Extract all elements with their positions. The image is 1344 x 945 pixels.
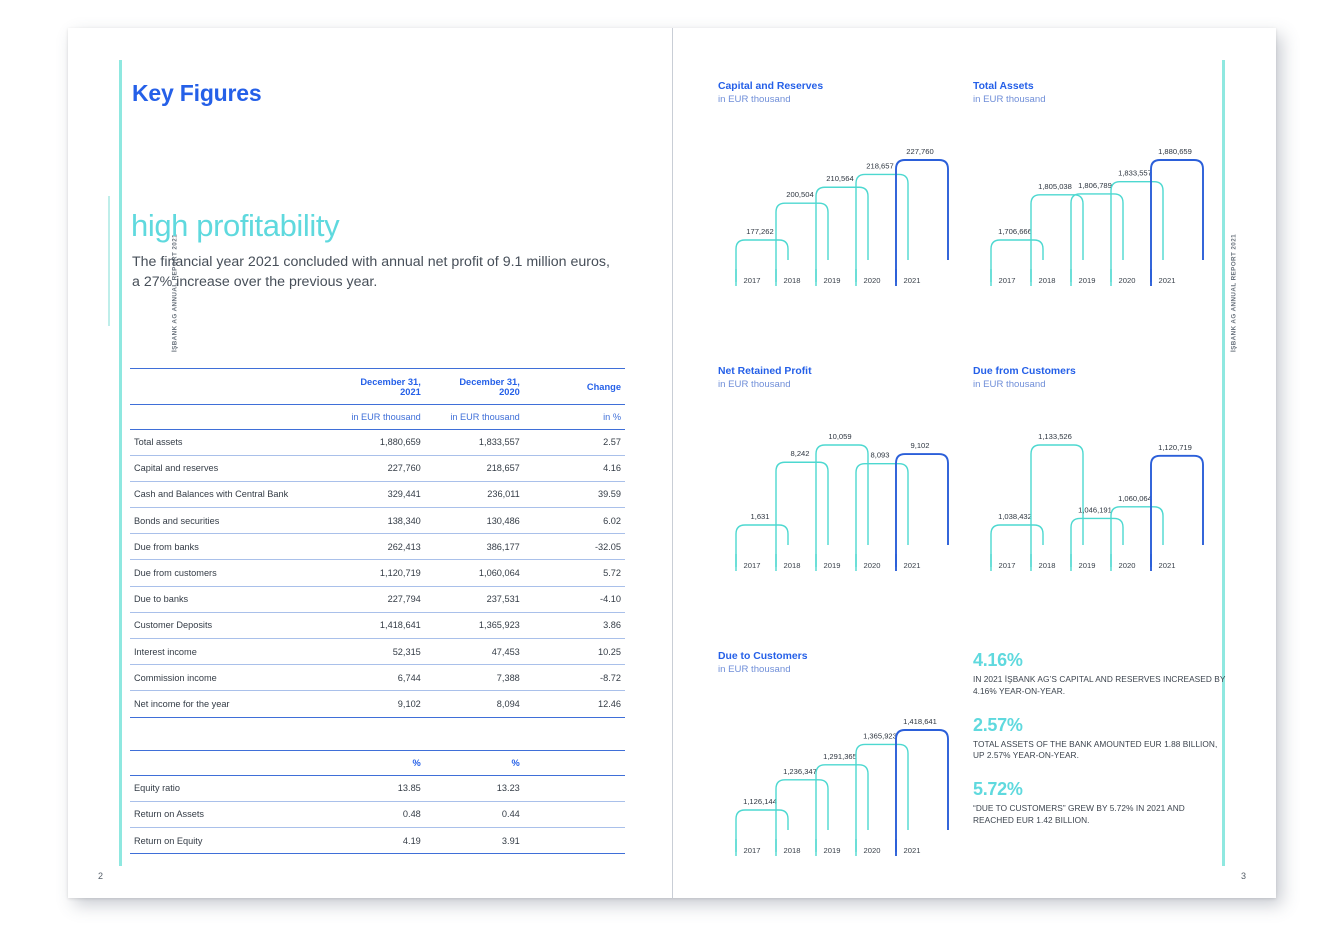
statistic-description: TOTAL ASSETS OF THE BANK AMOUNTED EUR 1.88 BILLION, UP 2.57% YEAR-ON-YEAR. <box>973 738 1218 761</box>
table-subheader-row <box>130 404 625 429</box>
chart-bar <box>776 203 828 282</box>
chart-bar <box>776 780 828 852</box>
chart-value-label: 1,060,064 <box>1118 493 1152 503</box>
chart-subtitle: in EUR thousand <box>973 379 1046 390</box>
table-cell: Due to banks <box>130 586 348 612</box>
table-cell: Bonds and securities <box>130 508 348 534</box>
chart-value-label: 1,833,557 <box>1118 168 1152 178</box>
table-row <box>130 827 625 853</box>
chart-plot-area <box>718 692 973 880</box>
chart-bar <box>1151 160 1203 282</box>
table-row <box>130 481 625 507</box>
ratios-header-cell <box>130 750 348 775</box>
chart-value-label: 1,631 <box>750 512 770 521</box>
table-cell: 138,340 <box>348 508 447 534</box>
table-row <box>130 455 625 481</box>
chart-category-label: 2020 <box>1118 561 1136 570</box>
statistic-value: 2.57% <box>973 714 1023 735</box>
chart-title: Net Retained Profit <box>718 366 812 377</box>
table-cell: 5.72 <box>546 560 625 586</box>
table-cell: Return on Equity <box>130 827 348 853</box>
table-cell: 1,060,064 <box>447 560 546 586</box>
page-number-left: 2 <box>98 871 104 881</box>
table-cell: 1,365,923 <box>447 612 546 638</box>
chart-value-label: 227,760 <box>906 147 934 156</box>
table-cell: Total assets <box>130 429 348 455</box>
chart-category-label: 2017 <box>743 846 761 855</box>
table-row <box>130 508 625 534</box>
table-cell: 3.91 <box>447 827 546 853</box>
statistic-value: 4.16% <box>973 650 1023 670</box>
chart-header <box>718 650 973 676</box>
chart-title: Total Assets <box>973 81 1034 92</box>
chart-title: Due to Customers <box>718 651 808 662</box>
table-cell: 6.02 <box>546 508 625 534</box>
chart-value-label: 1,806,789 <box>1078 180 1112 190</box>
chart-subtitle: in EUR thousand <box>973 94 1046 105</box>
chart-value-label: 177,262 <box>746 227 774 236</box>
chart-bar <box>1071 194 1123 282</box>
chart-category-label: 2017 <box>743 561 761 570</box>
chart-value-label: 218,657 <box>866 161 894 171</box>
chart-value-label: 1,365,923 <box>863 731 897 741</box>
table-cell: 1,833,557 <box>447 429 546 455</box>
table-header-cell <box>130 370 348 405</box>
page-spread <box>68 28 1276 898</box>
table-row <box>130 612 625 638</box>
chart-category-label: 2021 <box>903 561 921 570</box>
table-cell: 4.19 <box>348 827 447 853</box>
chart-plot-area <box>973 407 1228 595</box>
table-cell: Capital and reserves <box>130 455 348 481</box>
table-cell: Return on Assets <box>130 801 348 827</box>
right-vertical-label-text: İŞBANK AG ANNUAL REPORT 2021 <box>1230 233 1237 353</box>
table-row <box>130 429 625 455</box>
statistic-item <box>973 650 1228 698</box>
chart-net-retained-profit <box>718 365 973 595</box>
table-cell: 237,531 <box>447 586 546 612</box>
chart-bar <box>856 174 908 282</box>
table-row <box>130 691 625 717</box>
chart-subtitle: in EUR thousand <box>718 379 791 390</box>
statistics-highlights <box>973 650 1228 844</box>
table-header-row <box>130 370 625 405</box>
chart-due-to-customers <box>718 650 973 880</box>
table-cell: Customer Deposits <box>130 612 348 638</box>
chart-value-label: 1,418,641 <box>903 717 937 726</box>
table-cell: 386,177 <box>447 534 546 560</box>
ratios-header-cell: % <box>348 750 447 775</box>
table-cell: 13.85 <box>348 775 447 801</box>
table-cell: 0.44 <box>447 801 546 827</box>
table-row <box>130 639 625 665</box>
chart-category-label: 2020 <box>863 276 881 285</box>
chart-category-label: 2021 <box>903 846 921 855</box>
chart-value-label: 1,038,432 <box>998 512 1032 521</box>
table-row <box>130 560 625 586</box>
chart-value-label: 8,242 <box>790 449 810 459</box>
ratios-table <box>130 750 625 855</box>
ratios-header-row <box>130 750 625 775</box>
chart-capital-and-reserves <box>718 80 973 310</box>
chart-category-label: 2020 <box>863 561 881 570</box>
table-cell: 9,102 <box>348 691 447 717</box>
chart-value-label: 1,120,719 <box>1158 442 1192 452</box>
chart-category-label: 2019 <box>1078 276 1096 285</box>
table-row <box>130 775 625 801</box>
table-cell: -32.05 <box>546 534 625 560</box>
chart-category-label: 2019 <box>823 846 841 855</box>
chart-value-label: 1,133,526 <box>1038 432 1072 441</box>
chart-category-label: 2021 <box>903 276 921 285</box>
chart-category-label: 2018 <box>1038 561 1056 570</box>
chart-value-label: 210,564 <box>826 174 854 184</box>
right-vertical-label <box>1227 233 1240 353</box>
table-cell: 13.23 <box>447 775 546 801</box>
chart-bar <box>1111 507 1163 567</box>
table-cell <box>546 801 625 827</box>
chart-value-label: 200,504 <box>786 190 814 200</box>
table-row <box>130 801 625 827</box>
table-cell: 227,794 <box>348 586 447 612</box>
headline: high profitability <box>131 208 340 243</box>
chart-bar <box>1031 445 1083 567</box>
table-cell: Commission income <box>130 665 348 691</box>
chart-value-label: 1,046,191 <box>1078 505 1112 515</box>
chart-category-label: 2018 <box>1038 276 1056 285</box>
chart-header <box>973 80 1228 106</box>
chart-category-label: 2021 <box>1158 561 1176 570</box>
chart-bar <box>816 765 868 852</box>
chart-category-label: 2020 <box>863 846 881 855</box>
left-page <box>68 28 672 898</box>
table-spacer <box>130 718 625 750</box>
chart-bar <box>1151 456 1203 567</box>
statistic-description: “DUE TO CUSTOMERS” GREW BY 5.72% IN 2021 AND REACHED EUR 1.42 BILLION. <box>973 803 1185 825</box>
ratios-header-cell: % <box>447 750 546 775</box>
table-cell: -4.10 <box>546 586 625 612</box>
chart-bar <box>896 454 948 567</box>
table-cell: 52,315 <box>348 639 447 665</box>
key-figures-table-wrap <box>130 368 625 854</box>
chart-due-from-customers <box>973 365 1228 595</box>
chart-bar <box>896 730 948 852</box>
chart-value-label: 1,291,365 <box>823 751 857 761</box>
table-cell: Due from customers <box>130 560 348 586</box>
chart-category-label: 2018 <box>783 561 801 570</box>
table-row <box>130 665 625 691</box>
left-accent-line-secondary <box>108 196 110 326</box>
table-cell <box>546 775 625 801</box>
table-cell: 4.16 <box>546 455 625 481</box>
table-cell: Due from banks <box>130 534 348 560</box>
table-cell: 10.25 <box>546 639 625 665</box>
table-cell: 7,388 <box>447 665 546 691</box>
table-cell: 0.48 <box>348 801 447 827</box>
table-subheader-cell: in % <box>546 404 625 429</box>
table-cell: 1,120,719 <box>348 560 447 586</box>
table-cell: 236,011 <box>447 481 546 507</box>
subheadline: The financial year 2021 concluded with annual net profit of 9.1 million euros, a 27% increase over the previous year. <box>132 254 610 291</box>
table-header-cell: December 31, 2021 <box>348 370 447 405</box>
chart-plot-area <box>718 122 973 310</box>
chart-category-label: 2017 <box>998 561 1016 570</box>
table-row <box>130 586 625 612</box>
table-cell: Net income for the year <box>130 691 348 717</box>
chart-title: Due from Customers <box>973 366 1076 377</box>
chart-value-label: 10,059 <box>828 432 852 441</box>
key-figures-table <box>130 368 625 718</box>
table-cell: 130,486 <box>447 508 546 534</box>
chart-category-label: 2019 <box>1078 561 1096 570</box>
chart-value-label: 1,706,666 <box>998 227 1032 236</box>
table-cell: 218,657 <box>447 455 546 481</box>
chart-bar <box>856 464 908 567</box>
chart-title: Capital and Reserves <box>718 81 824 92</box>
chart-category-label: 2017 <box>998 276 1016 285</box>
statistic-item <box>973 779 1228 827</box>
table-subheader-cell <box>130 404 348 429</box>
chart-bar <box>816 187 868 282</box>
chart-header <box>718 365 973 391</box>
page-title: Key Figures <box>132 80 262 106</box>
page-number-right: 3 <box>1240 871 1246 881</box>
chart-header <box>973 365 1228 391</box>
table-cell: 39.59 <box>546 481 625 507</box>
table-cell: 329,441 <box>348 481 447 507</box>
table-header-cell: December 31, 2020 <box>447 370 546 405</box>
table-cell: 8,094 <box>447 691 546 717</box>
chart-category-label: 2018 <box>783 846 801 855</box>
statistic-item <box>973 715 1228 763</box>
chart-header <box>718 80 973 106</box>
table-cell: 47,453 <box>447 639 546 665</box>
left-vertical-label-text: İŞBANK AG ANNUAL REPORT 2021 <box>171 233 178 353</box>
chart-value-label: 1,126,144 <box>743 797 777 806</box>
chart-value-label: 1,236,347 <box>783 766 817 776</box>
table-row <box>130 534 625 560</box>
chart-value-label: 1,805,038 <box>1038 181 1072 191</box>
table-cell: 3.86 <box>546 612 625 638</box>
chart-bar <box>1111 182 1163 282</box>
table-cell: Equity ratio <box>130 775 348 801</box>
statistic-value: 5.72% <box>973 779 1023 800</box>
table-cell: -8.72 <box>546 665 625 691</box>
chart-category-label: 2021 <box>1158 276 1176 285</box>
chart-category-label: 2017 <box>743 276 761 285</box>
table-cell <box>546 827 625 853</box>
table-subheader-cell: in EUR thousand <box>447 404 546 429</box>
table-cell: 227,760 <box>348 455 447 481</box>
table-header-cell: Change <box>546 370 625 405</box>
table-cell: 6,744 <box>348 665 447 691</box>
table-cell: Cash and Balances with Central Bank <box>130 481 348 507</box>
right-page <box>673 28 1276 898</box>
chart-value-label: 1,880,659 <box>1158 147 1192 156</box>
table-cell: 2.57 <box>546 429 625 455</box>
chart-bar <box>856 744 908 852</box>
chart-category-label: 2019 <box>823 276 841 285</box>
table-cell: 262,413 <box>348 534 447 560</box>
chart-bar <box>1031 195 1083 282</box>
chart-value-label: 8,093 <box>870 450 890 460</box>
table-cell: 1,880,659 <box>348 429 447 455</box>
ratios-header-cell <box>546 750 625 775</box>
table-cell: 1,418,641 <box>348 612 447 638</box>
chart-subtitle: in EUR thousand <box>718 94 791 105</box>
chart-plot-area <box>973 122 1228 310</box>
statistic-description: IN 2021 İŞBANK AG’S CAPITAL AND RESERVES INCREASED BY 4.16% YEAR-ON-YEAR. <box>973 674 1226 696</box>
chart-bar <box>776 462 828 567</box>
chart-subtitle: in EUR thousand <box>718 664 791 675</box>
chart-value-label: 9,102 <box>910 441 930 451</box>
chart-category-label: 2018 <box>783 276 801 285</box>
chart-total-assets <box>973 80 1228 310</box>
table-cell: 12.46 <box>546 691 625 717</box>
chart-category-label: 2020 <box>1118 276 1136 285</box>
chart-bar <box>1071 518 1123 567</box>
chart-category-label: 2019 <box>823 561 841 570</box>
left-vertical-label <box>168 233 181 353</box>
table-subheader-cell: in EUR thousand <box>348 404 447 429</box>
chart-bar <box>896 160 948 282</box>
left-accent-line <box>119 60 122 866</box>
table-cell: Interest income <box>130 639 348 665</box>
chart-plot-area <box>718 407 973 595</box>
